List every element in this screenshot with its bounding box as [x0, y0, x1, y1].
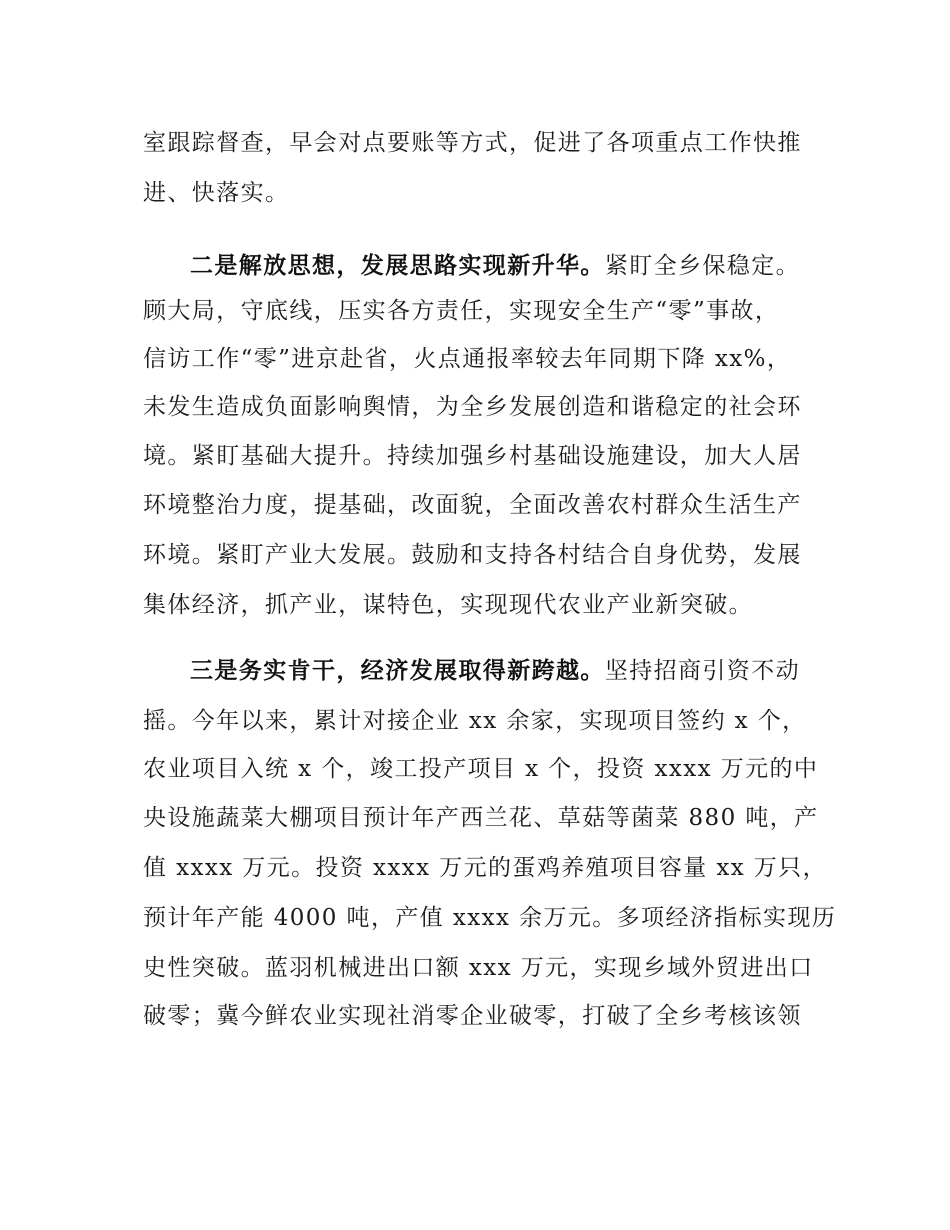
section-heading: 三是务实肯干，经济发展取得新跨越。 [190, 658, 605, 684]
paragraph-line: 信访工作“零”进京赴省，火点通报率较去年同期下降 xx%， [143, 346, 792, 372]
paragraph-line: 央设施蔬菜大棚项目预计年产西兰花、草菇等菌菜 880 吨，产 [143, 805, 819, 831]
paragraph-line: 集体经济，抓产业，谋特色，实现现代农业产业新突破。 [143, 592, 753, 618]
paragraph-text: 坚持招商引资不动 [604, 658, 801, 684]
paragraph-line: 史性突破。蓝羽机械进出口额 xxx 万元，实现乡域外贸进出口 [143, 955, 814, 981]
paragraph-text: 紧盯全乡保稳定。 [604, 253, 801, 279]
paragraph-line: 值 xxxx 万元。投资 xxxx 万元的蛋鸡养殖项目容量 xx 万只， [143, 855, 827, 881]
paragraph-line: 未发生造成负面影响舆情，为全乡发展创造和谐稳定的社会环 [143, 394, 802, 420]
paragraph-line: 摇。今年以来，累计对接企业 xx 余家，实现项目签约 x 个， [143, 708, 807, 734]
paragraph-line: 破零；冀今鲜农业实现社消零企业破零，打破了全乡考核该领 [143, 1003, 802, 1029]
section-heading-line [190, 250, 800, 282]
paragraph-line: 环境整治力度，提基础，改面貌，全面改善农村群众生活生产 [143, 492, 802, 518]
paragraph-line: 预计年产能 4000 吨，产值 xxxx 余万元。多项经济指标实现历 [143, 905, 837, 931]
paragraph-line: 顾大局，守底线，压实各方责任，实现安全生产“零”事故， [143, 298, 780, 324]
paragraph-line: 环境。紧盯产业大发展。鼓励和支持各村结合自身优势，发展 [143, 542, 802, 568]
paragraph-line: 农业项目入统 x 个，竣工投产项目 x 个，投资 xxxx 万元的中 [143, 756, 819, 782]
section-heading-line [190, 655, 800, 687]
paragraph-line: 进、快落实。 [143, 180, 290, 206]
section-heading: 二是解放思想，发展思路实现新升华。 [190, 253, 605, 279]
paragraph-line: 境。紧盯基础大提升。持续加强乡村基础设施建设，加大人居 [143, 443, 802, 469]
paragraph-line: 室跟踪督查，早会对点要账等方式，促进了各项重点工作快推 [143, 130, 802, 156]
